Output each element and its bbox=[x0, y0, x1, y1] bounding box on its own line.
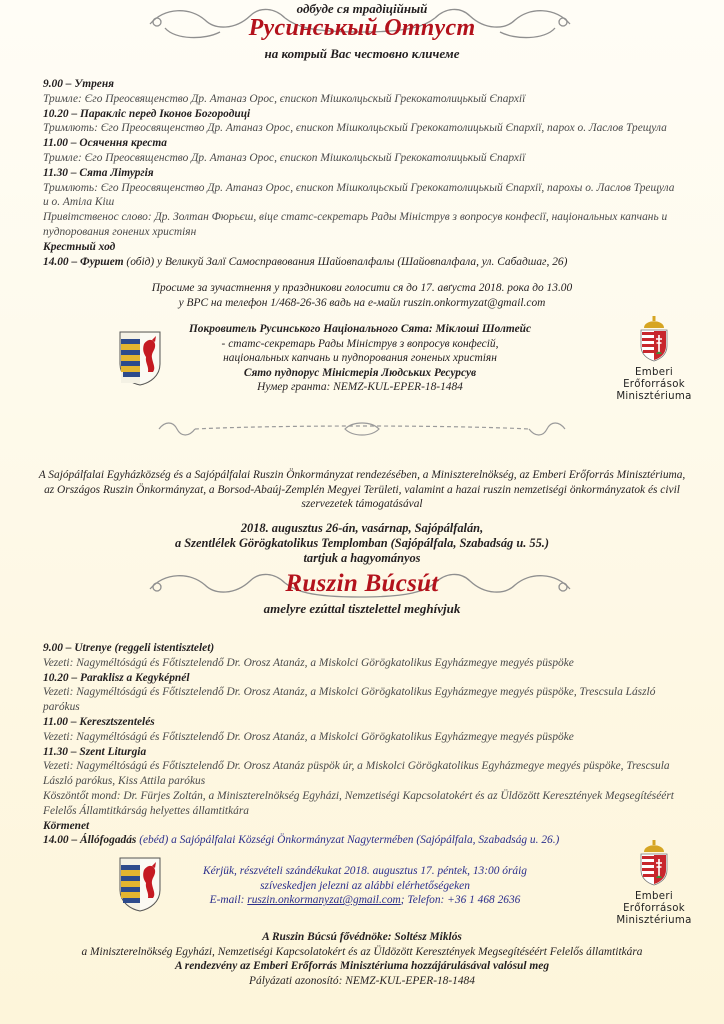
hungarian-crest-icon bbox=[637, 316, 671, 362]
program-item-description: Köszöntőt mond: Dr. Fürjes Zoltán, a Miniszterelnökség Egyházi, Nemzetiségi Kapcsolatokért és az Üldözött Keresztények Megsegítéséért Felelős Államtitkárság helyettes államtitkára bbox=[43, 789, 674, 817]
email-label: E-mail: bbox=[209, 894, 248, 907]
program-item-last bbox=[43, 833, 683, 848]
hungarian-patron-line1: A Ruszin Búcsú fővédnöke: Soltész Miklós bbox=[262, 931, 462, 943]
hungarian-contact-line bbox=[170, 893, 560, 908]
rusyn-title: Русинськый Отпуст bbox=[248, 15, 476, 41]
hungarian-subtitle: amelyre ezúttal tisztelettel meghívjuk bbox=[263, 601, 461, 616]
rusyn-rsvp-line2: у ВРС на телефон 1/468-26-36 вадь на е-майл ruszin.onkormyzat@gmail.com bbox=[178, 296, 546, 309]
rusyn-program bbox=[43, 77, 683, 269]
rusyn-patron-line4: Сято пудпорус Міністерія Людських Ресурсув bbox=[243, 366, 477, 379]
hungarian-rsvp-line1: Kérjük, részvételi szándékukat 2018. augusztus 17. péntek, 13:00 óráig bbox=[203, 865, 527, 877]
coat-of-arms-icon bbox=[118, 856, 162, 912]
ministry-logo-line1: Emberi Erőforrások bbox=[623, 891, 685, 914]
program-item-description: Vezeti: Nagyméltóságú és Főtisztelendő Dr. Orosz Atanáz, a Miskolci Görögkatolikus Egyházmegye megyés püspöke bbox=[43, 730, 574, 743]
program-item-title: 10.20 – Paraklisz a Kegyképnél bbox=[43, 671, 190, 684]
program-item-description: Vezeti: Nagyméltóságú és Főtisztelendő Dr. Orosz Atanáz, a Miskolci Görögkatolikus Egyházmegye megyés püspöke bbox=[43, 656, 574, 669]
program-item-description: Vezeti: Nagyméltóságú és Főtisztelendő Dr. Orosz Atanáz püspök úr, a Miskolci Görögkatolikus Egyházmegye megyés püspöke, Trescsula László parókus, Kiss Attila parókus bbox=[43, 760, 670, 788]
email-link[interactable]: ruszin.onkormanyzat@gmail.com bbox=[247, 894, 401, 907]
program-item-title: 9.00 – Утреня bbox=[43, 78, 115, 90]
program-item-description: Привітственос слово: Др. Золтан Фюрьєш, віце статс-секретарь Рады Мініструв з вопросув конфесії, національных капчань и пудпорования гонених христіян bbox=[43, 211, 668, 238]
rusyn-patron-line1: Покровитель Русинського Національного Сята: Міклоші Шолтейс bbox=[188, 323, 532, 335]
program-item-title: 10.20 – Паракліс перед Іконов Богородиці bbox=[43, 107, 251, 120]
program-item-title: 9.00 – Utrenye (reggeli istentisztelet) bbox=[43, 642, 215, 654]
program-item-description: (ebéd) a Sajópálfalai Községi Önkormányzat Nagytermében (Sajópálfala, Szabadság u. 26.) bbox=[136, 834, 560, 847]
ministry-logo bbox=[604, 316, 704, 402]
rusyn-patron-line2: - статс-секретарь Рады Мініструв з вопросув конфесій, bbox=[221, 337, 499, 350]
hungarian-title: Ruszin Búcsút bbox=[285, 570, 439, 597]
rusyn-rsvp bbox=[80, 281, 644, 310]
program-item-description: Тримлють: Єго Преосвященство Др. Атаназ Орос, єпископ Мішколцьскый Грекокатолицькый Єпархії, парохы о. Ласлов Трещула и о. Атіла Кіш bbox=[43, 181, 675, 209]
program-item-title: 14.00 – Állófogadás bbox=[43, 834, 137, 847]
hungarian-patron bbox=[30, 930, 694, 988]
program-item-title: 11.30 – Сята Літургія bbox=[43, 166, 154, 179]
rusyn-subtitle: на котрый Вас честовно кличеме bbox=[264, 46, 460, 61]
rusyn-patron bbox=[170, 322, 550, 395]
program-item-description: (обід) у Великуй Залї Самосправования Шайовпалфалы (Шайовпалфала, ул. Сабадшаг, 26) bbox=[123, 255, 568, 268]
hungarian-patron-line2: a Miniszterelnökség Egyházi, Nemzetiségi Kapcsolatokért és az Üldözött Keresztények Megsegítéséért Felelős államtitkára bbox=[81, 945, 643, 958]
program-item-title: 14.00 – Фуршет bbox=[43, 255, 124, 268]
ministry-logo-line1: Emberi Erőforrások bbox=[623, 367, 685, 390]
program-item-description: Тримле: Єго Преосвященство Др. Атаназ Орос, єпископ Мішколцьскый Грекокатолицькый Єпархії bbox=[43, 92, 526, 105]
ministry-logo-line2: Minisztériuma bbox=[616, 915, 692, 926]
rusyn-pre-title: одбуде ся традіційный bbox=[296, 1, 428, 16]
program-item-title: 11.30 – Szent Liturgia bbox=[43, 745, 147, 758]
program-item-description: Vezeti: Nagyméltóságú és Főtisztelendő Dr. Orosz Atanáz, a Miskolci Görögkatolikus Egyházmegye megyés püspöke, Trescsula László parókus bbox=[43, 686, 656, 714]
hungarian-rsvp bbox=[170, 864, 560, 908]
hungarian-intro: A Sajópálfalai Egyházközség és a Sajópálfalai Ruszin Önkormányzat rendezésében, a Miniszterelnökség, az Emberi Erőforrás Minisztériuma, az Országos Ruszin Önkormányzat, a Borsod-Abaúj-Zemplén Megyei Területi, valamint a hazai ruszin nemzetiségi önkormányzatok és civil szervezetek támogatásával bbox=[38, 469, 686, 511]
program-item-title: Körmenet bbox=[43, 819, 90, 832]
hungarian-program bbox=[43, 641, 683, 848]
program-item-description: Тримле: Єго Преосвященство Др. Атаназ Орос, єпископ Мішколцьскый Грекокатолицькый Єпархії bbox=[43, 151, 526, 164]
program-item-title: 11.00 – Осячення креста bbox=[43, 137, 167, 150]
event-date-block bbox=[60, 521, 664, 567]
phone-text: ; Telefon: +36 1 468 2636 bbox=[400, 894, 521, 907]
ministry-logo bbox=[604, 840, 704, 926]
hungarian-patron-line3: A rendezvény az Emberi Erőforrás Minisztériuma hozzájárulásával valósul meg bbox=[174, 960, 550, 973]
program-item-title: Крестный ход bbox=[43, 240, 116, 253]
rusyn-patron-line5: Нумер гранта: NEMZ-KUL-EPER-18-1484 bbox=[257, 381, 463, 394]
coat-of-arms-icon bbox=[118, 330, 162, 386]
ministry-logo-line2: Minisztériuma bbox=[616, 391, 692, 402]
event-date-line3: tartjuk a hagyományos bbox=[303, 551, 421, 566]
rusyn-rsvp-line1: Просиме за зучастнення у праздникови голосити ся до 17. авґуста 2018. рока до 13.00 bbox=[151, 282, 573, 294]
hungarian-rsvp-line2: szíveskedjen jelezni az alábbi elérhetőségeken bbox=[260, 879, 470, 892]
hungarian-crest-icon bbox=[637, 840, 671, 886]
program-item-title: 11.00 – Keresztszentelés bbox=[43, 715, 155, 728]
divider-ornament bbox=[155, 419, 569, 439]
program-item-description: Тримлють: Єго Преосвященство Др. Атаназ Орос, єпископ Мішколцьскый Грекокатолицькый Єпархії, парох о. Ласлов Трещула bbox=[43, 122, 667, 135]
rusyn-patron-line3: національных капчань и пудпорования гоненых христіян bbox=[223, 352, 497, 365]
hungarian-patron-line4: Pályázati azonosító: NEMZ-KUL-EPER-18-1484 bbox=[249, 974, 475, 987]
event-date-line2: a Szentlélek Görögkatolikus Templomban (Sajópálfala, Szabadság u. 55.) bbox=[174, 536, 550, 551]
event-date-line1: 2018. augusztus 26-án, vasárnap, Sajópálfalán, bbox=[240, 521, 484, 535]
program-item-last bbox=[43, 255, 683, 270]
